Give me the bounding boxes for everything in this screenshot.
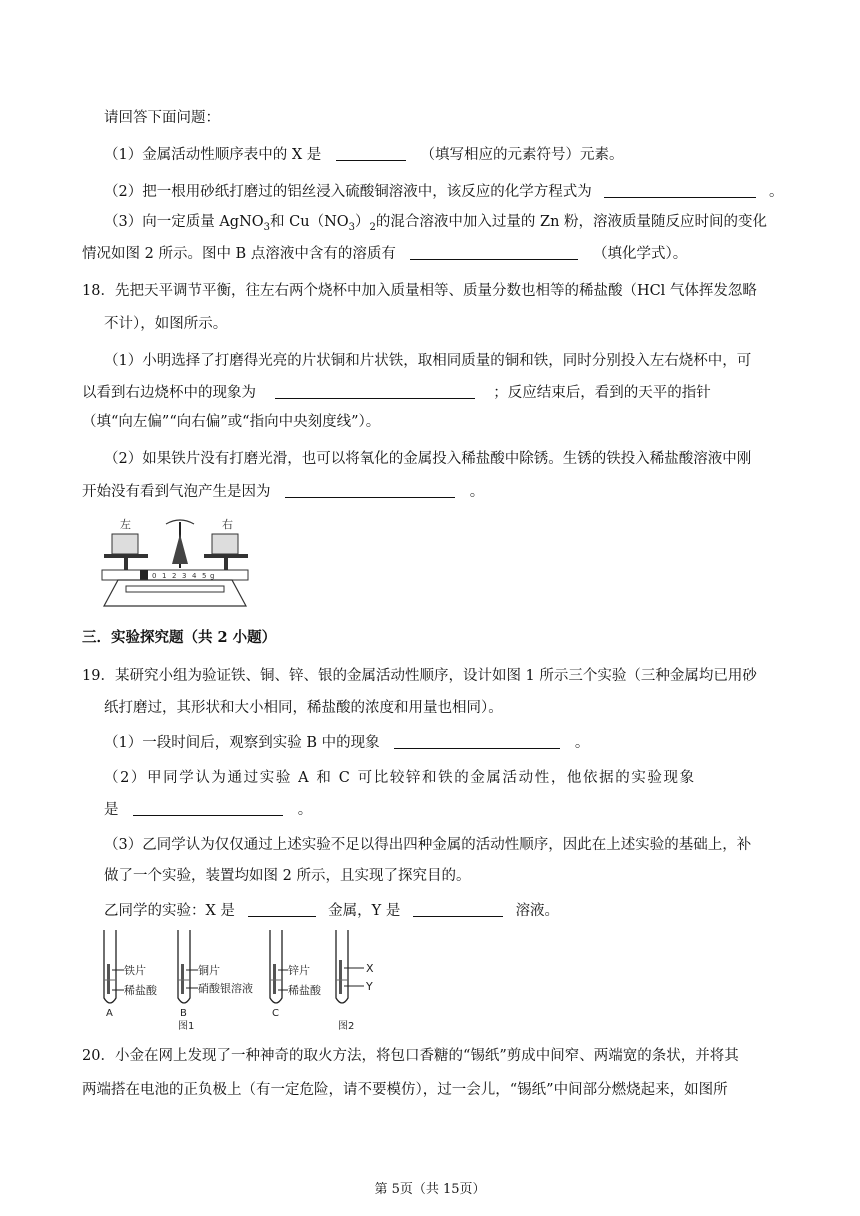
label-left: 左 (120, 518, 131, 531)
q17-part1 (104, 145, 623, 165)
scale-mark: 5 (202, 572, 207, 580)
q18-part1-line1: （1）小明选择了打磨得光亮的片状铜和片状铁，取相同质量的铜和铁，同时分别投入左右烧杯中，可 (104, 353, 752, 369)
answer-blank[interactable] (285, 483, 455, 498)
scale-mark: 2 (172, 572, 177, 580)
metal-strip-a (107, 964, 110, 994)
figure-1-caption: 图1 (178, 1021, 195, 1032)
scale-mark: 3 (182, 572, 187, 580)
q17-part3-text-b: 和 Cu（NO (270, 214, 349, 230)
q17-part2-end: 。 (768, 184, 784, 200)
q19-part4 (104, 901, 559, 921)
q18-part1-line2 (82, 383, 711, 403)
label-right: 右 (222, 518, 233, 531)
q19-part1-text: （1）一段时间后，观察到实验 B 中的现象 (104, 735, 380, 751)
q18-part2-text-b: 开始没有看到气泡产生是因为 (82, 484, 271, 500)
q17-part3-text-e: 情况如图 2 所示。图中 B 点溶液中含有的溶质有 (82, 246, 396, 262)
q18-part2-line2 (82, 482, 484, 502)
pan-stem-left (124, 558, 128, 570)
answer-blank[interactable] (133, 801, 283, 816)
answer-blank[interactable] (248, 902, 316, 917)
q19-stem-line2: 纸打磨过，其形状和大小相同，稀盐酸的浓度和用量也相同）。 (104, 700, 503, 716)
pillar (172, 534, 188, 564)
q20-line1: 20．小金在网上发现了一种神奇的取火方法，将包口香糖的“锡纸”剪成中间窄、两端宽的条状，并将其 (82, 1048, 739, 1064)
q17-part3-text-d: 的混合溶液中加入过量的 Zn 粉，溶液质量随反应时间的变化 (375, 214, 768, 230)
answer-blank[interactable] (410, 245, 578, 260)
label-copper: 铜片 (198, 964, 220, 977)
figure-2-caption: 图2 (338, 1021, 355, 1032)
label-silver-nitrate: 硝酸银溶液 (198, 982, 253, 995)
base-rail (126, 586, 224, 592)
answer-blank[interactable] (275, 384, 475, 399)
q17-part1-text: （1）金属活动性顺序表中的 X 是 (104, 147, 322, 163)
scale-mark: g (210, 572, 215, 580)
q19-part2-end: 。 (297, 802, 313, 818)
q17-part3-text-a: （3）向一定质量 AgNO (104, 214, 264, 230)
metal-strip-x (339, 960, 342, 994)
beaker-left (112, 534, 138, 554)
q19-part1-end: 。 (574, 735, 590, 751)
pan-left (104, 554, 148, 558)
q17-part1-text-end: （填写相应的元素符号）元素。 (420, 147, 624, 163)
q17-part3-text-c: ） (355, 214, 370, 230)
page-footer: 第 5页（共 15页） (374, 1182, 486, 1197)
label-acid-a: 稀盐酸 (124, 984, 157, 997)
label-acid-c: 稀盐酸 (288, 984, 321, 997)
metal-strip-b (181, 964, 184, 994)
q18-part2-line1: （2）如果铁片没有打磨光滑，也可以将氧化的金属投入稀盐酸中除锈。生锈的铁投入稀盐酸溶液中刚 (104, 451, 752, 467)
q19-part4-text-a: 乙同学的实验：X 是 (104, 903, 235, 919)
q19-part2-line2 (104, 800, 312, 820)
label-zinc: 锌片 (288, 964, 310, 977)
answer-blank[interactable] (604, 183, 756, 198)
answer-blank[interactable] (413, 902, 503, 917)
section-heading: 三．实验探究题（共 2 小题） (82, 629, 277, 646)
q19-part4-text-b: 金属，Y 是 (328, 903, 401, 919)
q17-part2-text: （2）把一根用砂纸打磨过的铝丝浸入硫酸铜溶液中，该反应的化学方程式为 (104, 184, 592, 200)
q18-part1-line3: （填“向左偏”“向右偏”或“指向中央刻度线”）。 (82, 414, 381, 430)
q18-part1-text-b: 以看到右边烧杯中的现象为 (82, 385, 256, 401)
q19-part2-text: 是 (104, 802, 119, 818)
q19-part2-line1: （2）甲同学认为通过实验 A 和 C 可比较锌和铁的金属活动性，他依据的实验现象 (104, 770, 696, 786)
q20-line2: 两端搭在电池的正负极上（有一定危险，请不要模仿），过一会儿，“锡纸”中间部分燃烧起来，如图所 (82, 1082, 728, 1098)
scale-mark: 1 (162, 572, 167, 580)
q17-part3-text-f: （填化学式）。 (593, 246, 688, 262)
answer-blank[interactable] (394, 734, 560, 749)
q17-part2 (104, 182, 783, 202)
q17-part3-line2 (82, 244, 687, 264)
letter-b: B (180, 1008, 187, 1019)
q19-part3-line2: 做了一个实验，装置均如图 2 所示，且实现了探究目的。 (104, 868, 471, 884)
beaker-right (212, 534, 238, 554)
scale-mark: 0 (152, 572, 157, 580)
scale-mark: 4 (192, 572, 197, 580)
q17-part3-line1 (104, 212, 767, 238)
q17-subscript: 3 (263, 221, 271, 233)
letter-c: C (272, 1008, 279, 1019)
q19-part1 (104, 733, 589, 753)
q19-stem-line1: 19．某研究小组为验证铁、铜、锌、银的金属活动性顺序，设计如图 1 所示三个实验（三种金属均已用砂 (82, 668, 757, 684)
label-y: Y (366, 980, 373, 993)
q17-subscript: 3 (348, 221, 356, 233)
q19-part4-text-c: 溶液。 (515, 903, 560, 919)
q17-intro: 请回答下面问题： (104, 110, 220, 126)
q18-part2-text-c: 。 (469, 484, 485, 500)
rider (140, 570, 148, 580)
label-iron: 铁片 (124, 964, 146, 977)
letter-a: A (106, 1008, 113, 1019)
pan-right (204, 554, 248, 558)
q17-subscript: 2 (369, 221, 376, 233)
q18-stem-line1: 18．先把天平调节平衡，往左右两个烧杯中加入质量相等、质量分数也相等的稀盐酸（HCl 气体挥发忽略 (82, 283, 757, 299)
label-x: X (366, 962, 374, 975)
test-tube-figure (98, 928, 388, 1032)
q18-stem-line2: 不计），如图所示。 (104, 316, 228, 332)
balance-base (104, 580, 246, 606)
balance-figure (100, 514, 250, 610)
q18-part1-text-c: ；反应结束后，看到的天平的指针 (493, 385, 711, 401)
q19-part3-line1: （3）乙同学认为仅仅通过上述实验不足以得出四种金属的活动性顺序，因此在上述实验的基础上，补 (104, 837, 752, 853)
metal-strip-c (273, 964, 276, 994)
answer-blank[interactable] (336, 146, 406, 161)
pan-stem-right (224, 558, 228, 570)
